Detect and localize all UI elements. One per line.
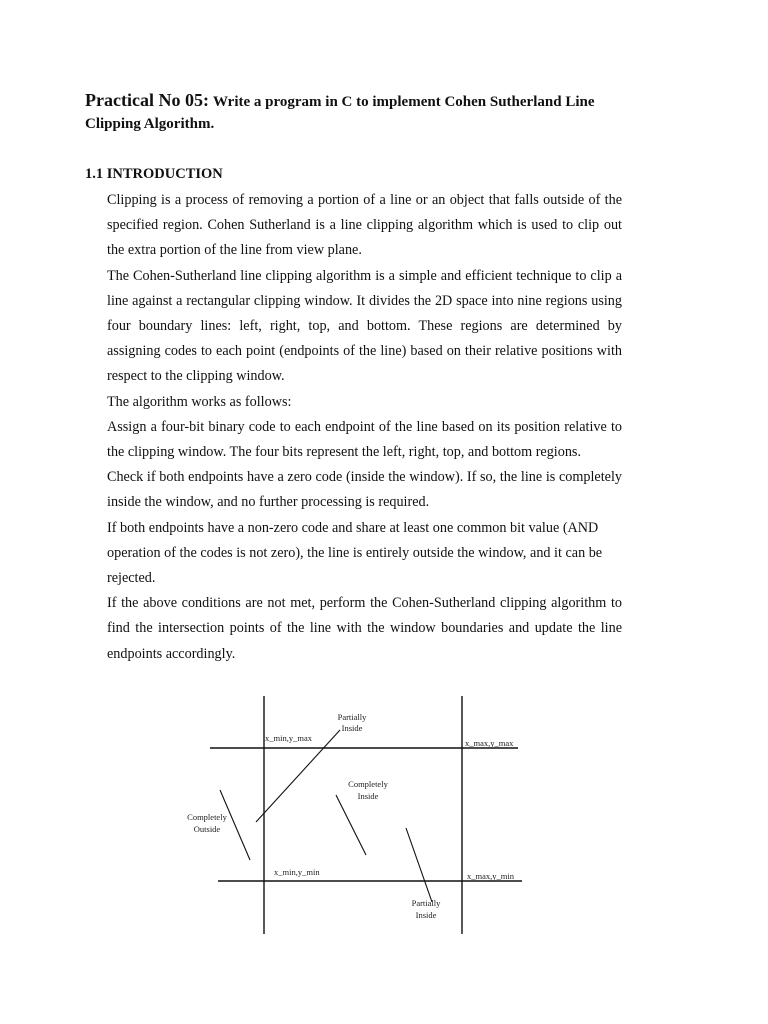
label-xmin-ymax: x_min,y_max [265, 733, 312, 743]
label-partially-inside-top-1: Partially [337, 712, 367, 722]
completely-outside-line [220, 790, 250, 860]
clipping-diagram-svg [170, 690, 540, 940]
label-xmax-ymin: x_max,y_min [467, 871, 514, 881]
paragraph-step-trivial-accept: Check if both endpoints have a zero code (inside the window). If so, the line is completely inside the window, and no further processing is required. [107, 469, 622, 511]
label-completely-outside-1: Completely [187, 812, 227, 822]
paragraph-step-clip: If the above conditions are not met, perform the Cohen-Sutherland clipping algorithm to find the intersection points of the line with the window boundaries and update the line endpoints accordingly. [107, 595, 622, 662]
section-heading: 1.1 INTRODUCTION [85, 166, 223, 182]
paragraph-step-assign-codes: Assign a four-bit binary code to each endpoint of the line based on its position relative to the clipping window. The four bits represent the left, right, top, and bottom regions. [107, 418, 622, 461]
label-xmin-ymin: x_min,y_min [274, 867, 320, 877]
practical-aim-continued: Clipping Algorithm. [85, 116, 215, 132]
label-partially-inside-bottom-1: Partially [411, 898, 441, 908]
paragraph-definition: Clipping is a process of removing a portion of a line or an object that falls outside of the specified region. Cohen Sutherland is a line clipping algorithm which is used to clip out the extra portion of the line from view plane. [107, 192, 622, 259]
practical-title [85, 88, 725, 115]
completely-inside-line [336, 795, 366, 855]
paragraph-overview: The Cohen-Sutherland line clipping algorithm is a simple and efficient technique to clip a line against a rectangular clipping window. It divides the 2D space into nine regions using four boundary lines: left, right, top, and bottom. These regions are determined by assigning codes to each point (endpoints of the line) based on their relative positions with respect to the clipping window. [107, 267, 622, 385]
introduction-body [107, 188, 622, 667]
label-partially-inside-bottom-2: Inside [415, 910, 437, 920]
clipping-window-diagram [170, 690, 540, 940]
paragraph-step-trivial-reject: If both endpoints have a non-zero code and share at least one common bit value (AND operation of the codes is not zero), the line is entirely outside the window, and it can be rejected. [107, 519, 603, 587]
label-completely-inside-2: Inside [357, 791, 379, 801]
paragraph-algorithm-intro: The algorithm works as follows: [107, 393, 292, 410]
label-partially-inside-top-2: Inside [341, 723, 363, 733]
label-completely-inside-1: Completely [348, 779, 388, 789]
practical-aim: Write a program in C to implement Cohen Sutherland Line [212, 94, 595, 110]
label-completely-outside-2: Outside [193, 824, 221, 834]
practical-number: Practical No 05: [85, 90, 209, 110]
label-xmax-ymax: x_max,y_max [465, 738, 514, 748]
partially-inside-bottom-line [406, 828, 432, 902]
partially-inside-top-line [256, 730, 340, 822]
